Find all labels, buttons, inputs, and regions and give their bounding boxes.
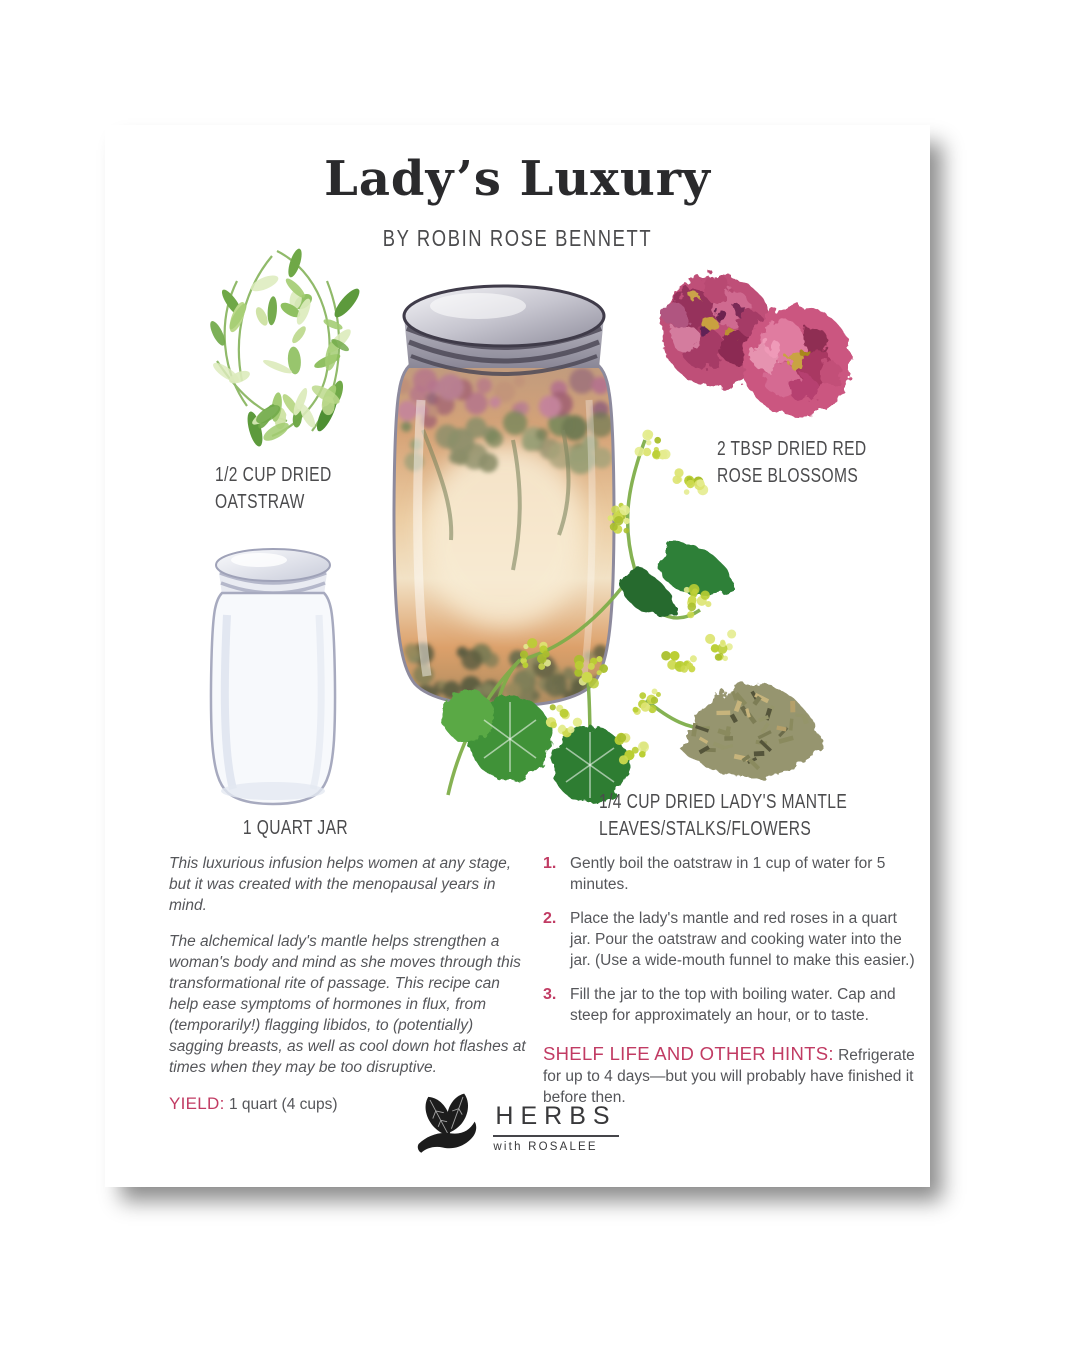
step-3-number: 3. [543,986,557,1003]
hand-leaves-icon [416,1091,480,1163]
intro-paragraph-2: The alchemical lady's mantle helps strengthen a woman's body and mind as she moves through this transformational rite of passage. This recipe can help ease symptoms of hormones in flux, from (temporarily!) flagging libidos, to (potentially) sagging breasts, as well as cool down hot flashes at times when they may be too disruptive. [169,933,526,1076]
intro-text [169,853,531,1130]
yield-label: YIELD: [169,1094,225,1113]
oatstraw-label-line2: OATSTRAW [215,491,305,513]
rose-label-line2: ROSE BLOSSOMS [717,465,859,487]
shelf-life-label: SHELF LIFE AND OTHER HINTS: [543,1043,834,1064]
step-2-number: 2. [543,910,557,927]
step-1-number: 1. [543,855,557,872]
recipe-card [105,125,930,1187]
step-1 [543,853,920,895]
dried-herbs-illustration [670,633,835,788]
quart-jar-label [216,815,376,842]
recipe-byline: BY ROBIN ROSE BENNETT [382,225,653,251]
yield-value: 1 quart (4 cups) [228,1096,338,1113]
ladys-mantle-label [599,789,847,843]
step-3 [543,984,920,1026]
step-3-text: Fill the jar to the top with boiling water. Cap and steep for approximately an hour, or to taste. [570,986,896,1024]
steps-list [543,853,920,1108]
step-2-text: Place the lady's mantle and red roses in a quart jar. Pour the oatstraw and cooking water into the jar. (Use a wide-mouth funnel to make this easier.) [570,910,915,969]
oatstraw-illustration [177,241,377,471]
lm-label-line2: LEAVES/STALKS/FLOWERS [599,818,812,840]
lm-label-line1: 1/4 CUP DRIED LADY'S MANTLE [599,791,848,813]
logo-tagline: with ROSALEE [493,1140,598,1153]
step-1-text: Gently boil the oatstraw in 1 cup of water for 5 minutes. [570,855,886,893]
logo-text [493,1102,618,1153]
shelf-life-note [543,1043,920,1108]
intro-paragraph-1: This luxurious infusion helps women at any stage, but it was created with the menopausal years in mind. [169,855,512,914]
rose-blossoms-label [717,436,867,490]
step-2 [543,908,920,971]
oatstraw-label [215,462,332,516]
quart-jar-label-line1: 1 QUART JAR [242,817,349,839]
rose-blossoms-illustration [645,253,870,438]
quart-jar-illustration [193,545,353,807]
oatstraw-label-line1: 1/2 CUP DRIED [215,464,332,486]
recipe-title: Lady’s Luxury [324,151,711,207]
rose-label-line1: 2 TBSP DRIED RED [717,438,867,460]
shelf-life-text: Refrigerate for up to 4 days—but you will probably have finished it before then. [543,1047,915,1106]
logo-wordmark: HERBS [493,1102,618,1137]
